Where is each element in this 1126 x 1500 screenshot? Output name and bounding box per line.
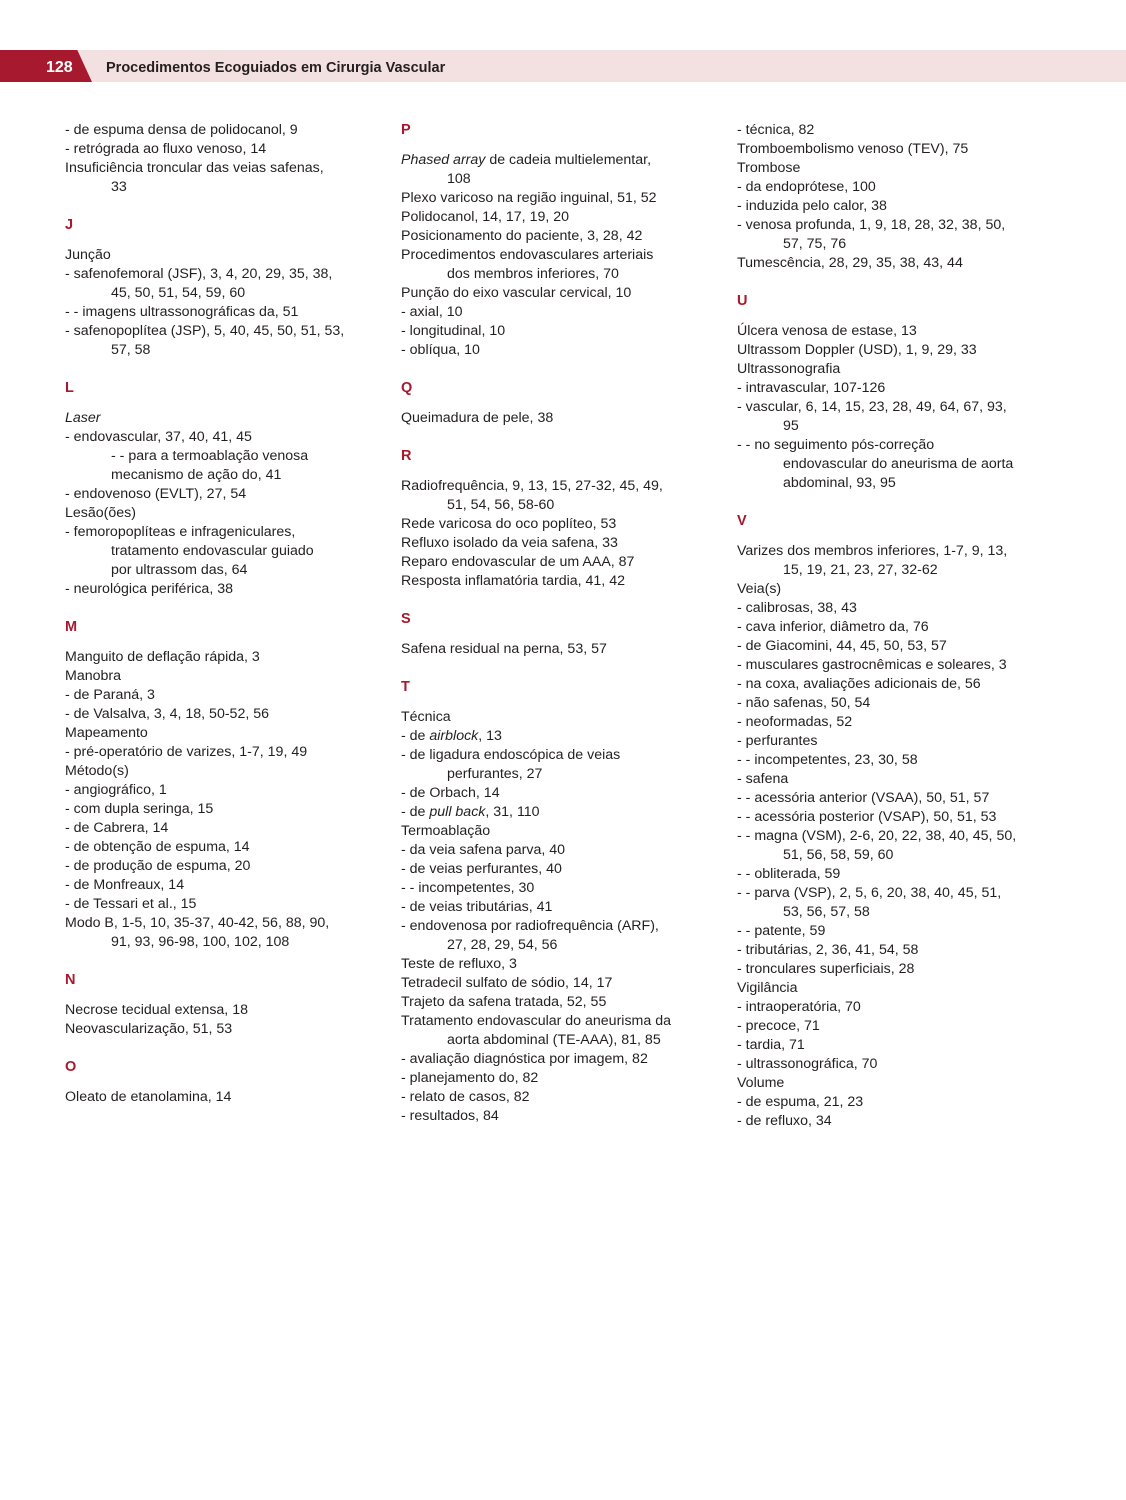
index-entry: - ultrassonográfica, 70: [737, 1056, 878, 1072]
index-entry: - da veia safena parva, 40: [401, 842, 566, 858]
section-letter-o: O: [65, 1059, 77, 1075]
section-letter-u: U: [737, 293, 748, 309]
index-entry: - de veias tributárias, 41: [401, 899, 553, 915]
index-entry: - resultados, 84: [401, 1108, 499, 1124]
index-entry-continuation: 45, 50, 51, 54, 59, 60: [111, 285, 246, 301]
index-entry: Reparo endovascular de um AAA, 87: [401, 554, 635, 570]
section-letter-q: Q: [401, 380, 413, 396]
index-entry: - de Giacomini, 44, 45, 50, 53, 57: [737, 638, 947, 654]
italic-term: airblock: [429, 728, 479, 744]
italic-term: pull back: [429, 804, 486, 820]
index-entry: - - magna (VSM), 2-6, 20, 22, 38, 40, 45, 50,: [737, 828, 1017, 844]
index-entry: Tromboembolismo venoso (TEV), 75: [737, 141, 969, 157]
index-entry: Junção: [65, 247, 111, 263]
index-entry: - de Valsalva, 3, 4, 18, 50-52, 56: [65, 706, 270, 722]
index-entry: - endovenoso (EVLT), 27, 54: [65, 486, 247, 502]
index-entry: - induzida pelo calor, 38: [737, 198, 887, 214]
index-entry: Plexo varicoso na região inguinal, 51, 52: [401, 190, 657, 206]
index-entry: - de espuma, 21, 23: [737, 1094, 864, 1110]
section-letter-j: J: [65, 217, 74, 233]
index-entry: Polidocanol, 14, 17, 19, 20: [401, 209, 570, 225]
index-entry: Resposta inflamatória tardia, 41, 42: [401, 573, 625, 589]
index-entry: Modo B, 1-5, 10, 35-37, 40-42, 56, 88, 90,: [65, 915, 330, 931]
index-entry: Neovascularização, 51, 53: [65, 1021, 233, 1037]
entry-text: - de: [401, 728, 430, 744]
index-entry: - relato de casos, 82: [401, 1089, 530, 1105]
index-entry: - de Orbach, 14: [401, 785, 500, 801]
index-entry: - - parva (VSP), 2, 5, 6, 20, 38, 40, 45, 51,: [737, 885, 1002, 901]
index-entry: - - patente, 59: [737, 923, 826, 939]
index-entry: Tratamento endovascular do aneurisma da: [401, 1013, 671, 1029]
index-entry: Oleato de etanolamina, 14: [65, 1089, 232, 1105]
index-entry: Teste de refluxo, 3: [401, 956, 517, 972]
index-entry: - - para a termoablação venosa: [111, 448, 309, 464]
index-entry: - intraoperatória, 70: [737, 999, 861, 1015]
index-entry-continuation: aorta abdominal (TE-AAA), 81, 85: [447, 1032, 661, 1048]
index-entry: - de espuma densa de polidocanol, 9: [65, 122, 298, 138]
index-entry: Tetradecil sulfato de sódio, 14, 17: [401, 975, 613, 991]
index-entry: - de Paraná, 3: [65, 687, 155, 703]
index-entry: Trajeto da safena tratada, 52, 55: [401, 994, 607, 1010]
index-entry-continuation: 53, 56, 57, 58: [783, 904, 870, 920]
index-entry: - calibrosas, 38, 43: [737, 600, 857, 616]
index-entry: - safenofemoral (JSF), 3, 4, 20, 29, 35, 38,: [65, 266, 333, 282]
index-entry: - retrógrada ao fluxo venoso, 14: [65, 141, 267, 157]
index-entry-continuation: por ultrassom das, 64: [111, 562, 248, 578]
index-entry: - safena: [737, 771, 789, 787]
index-entry: - - incompetentes, 23, 30, 58: [737, 752, 918, 768]
entry-text: , 31, 110: [485, 804, 540, 820]
index-entry: - técnica, 82: [737, 122, 815, 138]
index-entry: [401, 803, 711, 822]
index-entry: - de Tessari et al., 15: [65, 896, 197, 912]
index-entry: Manobra: [65, 668, 121, 684]
index-entry-continuation: 57, 75, 76: [783, 236, 847, 252]
index-entry: Técnica: [401, 709, 451, 725]
section-letter-r: R: [401, 448, 412, 464]
index-entry-continuation: mecanismo de ação do, 41: [111, 467, 282, 483]
index-entry: Ultrassom Doppler (USD), 1, 9, 29, 33: [737, 342, 977, 358]
index-entry: Posicionamento do paciente, 3, 28, 42: [401, 228, 643, 244]
index-entry-continuation: abdominal, 93, 95: [783, 475, 896, 491]
index-entry: - não safenas, 50, 54: [737, 695, 871, 711]
index-entry-continuation: 27, 28, 29, 54, 56: [447, 937, 558, 953]
index-entry: - endovenosa por radiofrequência (ARF),: [401, 918, 659, 934]
index-entry: - tronculares superficiais, 28: [737, 961, 915, 977]
index-entry: Punção do eixo vascular cervical, 10: [401, 285, 632, 301]
index-entry: - longitudinal, 10: [401, 323, 506, 339]
index-entry: - intravascular, 107-126: [737, 380, 886, 396]
index-entry: - axial, 10: [401, 304, 463, 320]
entry-text: , 13: [478, 728, 502, 744]
index-column-3: [737, 121, 1057, 1131]
index-entry: Volume: [737, 1075, 785, 1091]
index-entry-continuation: 91, 93, 96-98, 100, 102, 108: [111, 934, 290, 950]
index-entry-continuation: 33: [111, 179, 127, 195]
entry-text: - de: [401, 804, 430, 820]
index-entry: - - acessória anterior (VSAA), 50, 51, 57: [737, 790, 990, 806]
index-entry: - avaliação diagnóstica por imagem, 82: [401, 1051, 648, 1067]
index-entry-continuation: endovascular do aneurisma de aorta: [783, 456, 1014, 472]
index-entry: Varizes dos membros inferiores, 1-7, 9, 13,: [737, 543, 1008, 559]
index-column-1: [65, 121, 375, 1107]
index-entry: Rede varicosa do oco poplíteo, 53: [401, 516, 617, 532]
index-entry: Necrose tecidual extensa, 18: [65, 1002, 248, 1018]
index-entry: - com dupla seringa, 15: [65, 801, 214, 817]
index-entry: - perfurantes: [737, 733, 818, 749]
page-number: 128: [46, 59, 73, 76]
index-entry: Método(s): [65, 763, 129, 779]
index-entry: - de ligadura endoscópica de veias: [401, 747, 621, 763]
section-letter-v: V: [737, 513, 747, 529]
index-entry: - da endoprótese, 100: [737, 179, 876, 195]
index-entry: - de veias perfurantes, 40: [401, 861, 562, 877]
index-entry: - de produção de espuma, 20: [65, 858, 251, 874]
section-letter-t: T: [401, 679, 410, 695]
index-entry-continuation: 51, 56, 58, 59, 60: [783, 847, 894, 863]
index-entry: - neurológica periférica, 38: [65, 581, 233, 597]
index-entry: - - imagens ultrassonográficas da, 51: [65, 304, 299, 320]
index-entry: [401, 151, 711, 170]
section-letter-s: S: [401, 611, 411, 627]
index-entry-continuation: 51, 54, 56, 58-60: [447, 497, 555, 513]
index-entry: - na coxa, avaliações adicionais de, 56: [737, 676, 981, 692]
index-entry: Radiofrequência, 9, 13, 15, 27-32, 45, 49,: [401, 478, 663, 494]
index-entry: - angiográfico, 1: [65, 782, 167, 798]
index-entry: - de refluxo, 34: [737, 1113, 832, 1129]
index-entry: Vigilância: [737, 980, 798, 996]
index-entry: - - incompetentes, 30: [401, 880, 535, 896]
index-entry: - pré-operatório de varizes, 1-7, 19, 49: [65, 744, 308, 760]
index-entry: Refluxo isolado da veia safena, 33: [401, 535, 618, 551]
index-entry: - precoce, 71: [737, 1018, 820, 1034]
index-entry: Queimadura de pele, 38: [401, 410, 554, 426]
index-entry: - - acessória posterior (VSAP), 50, 51, 53: [737, 809, 997, 825]
index-entry: Laser: [65, 410, 101, 426]
index-entry: Manguito de deflação rápida, 3: [65, 649, 260, 665]
index-entry: - venosa profunda, 1, 9, 18, 28, 32, 38, 50,: [737, 217, 1006, 233]
italic-term: Phased array: [401, 152, 486, 168]
index-entry: - musculares gastrocnêmicas e soleares, 3: [737, 657, 1007, 673]
index-entry: [401, 727, 711, 746]
index-entry: - vascular, 6, 14, 15, 23, 28, 49, 64, 67, 93,: [737, 399, 1007, 415]
index-entry: - oblíqua, 10: [401, 342, 480, 358]
index-entry: - planejamento do, 82: [401, 1070, 539, 1086]
section-letter-n: N: [65, 972, 76, 988]
index-entry: Úlcera venosa de estase, 13: [737, 323, 917, 339]
index-entry: - de obtenção de espuma, 14: [65, 839, 250, 855]
index-entry: Safena residual na perna, 53, 57: [401, 641, 607, 657]
index-entry: Termoablação: [401, 823, 491, 839]
index-entry: Veia(s): [737, 581, 782, 597]
book-title: Procedimentos Ecoguiados em Cirurgia Vascular: [106, 60, 446, 76]
index-entry: - cava inferior, diâmetro da, 76: [737, 619, 929, 635]
index-entry: - neoformadas, 52: [737, 714, 853, 730]
index-entry: Lesão(ões): [65, 505, 136, 521]
index-entry: Tumescência, 28, 29, 35, 38, 43, 44: [737, 255, 963, 271]
section-letter-m: M: [65, 619, 78, 635]
index-entry: Procedimentos endovasculares arteriais: [401, 247, 654, 263]
index-entry: Ultrassonografia: [737, 361, 841, 377]
section-letter-l: L: [65, 380, 74, 396]
index-entry: Trombose: [737, 160, 801, 176]
index-entry-continuation: dos membros inferiores, 70: [447, 266, 619, 282]
section-letter-p: P: [401, 122, 411, 138]
index-entry: - tardia, 71: [737, 1037, 805, 1053]
index-entry: - - no seguimento pós-correção: [737, 437, 935, 453]
index-entry: - de Monfreaux, 14: [65, 877, 185, 893]
entry-text: de cadeia multielementar,: [485, 152, 652, 168]
index-entry: Insuficiência troncular das veias safenas,: [65, 160, 324, 176]
index-entry: - safenopoplítea (JSP), 5, 40, 45, 50, 51, 53,: [65, 323, 345, 339]
index-entry-continuation: 15, 19, 21, 23, 27, 32-62: [783, 562, 938, 578]
index-entry: - de Cabrera, 14: [65, 820, 169, 836]
index-entry-continuation: perfurantes, 27: [447, 766, 543, 782]
index-entry-continuation: 57, 58: [111, 342, 151, 358]
index-entry: - tributárias, 2, 36, 41, 54, 58: [737, 942, 919, 958]
index-entry: - - obliterada, 59: [737, 866, 841, 882]
index-entry-continuation: tratamento endovascular guiado: [111, 543, 314, 559]
index-entry-continuation: 95: [783, 418, 799, 434]
index-entry-continuation: 108: [447, 171, 471, 187]
index-entry: - endovascular, 37, 40, 41, 45: [65, 429, 252, 445]
index-entry: - femoropoplíteas e infrageniculares,: [65, 524, 296, 540]
index-entry: Mapeamento: [65, 725, 148, 741]
index-column-2: [401, 121, 711, 1126]
